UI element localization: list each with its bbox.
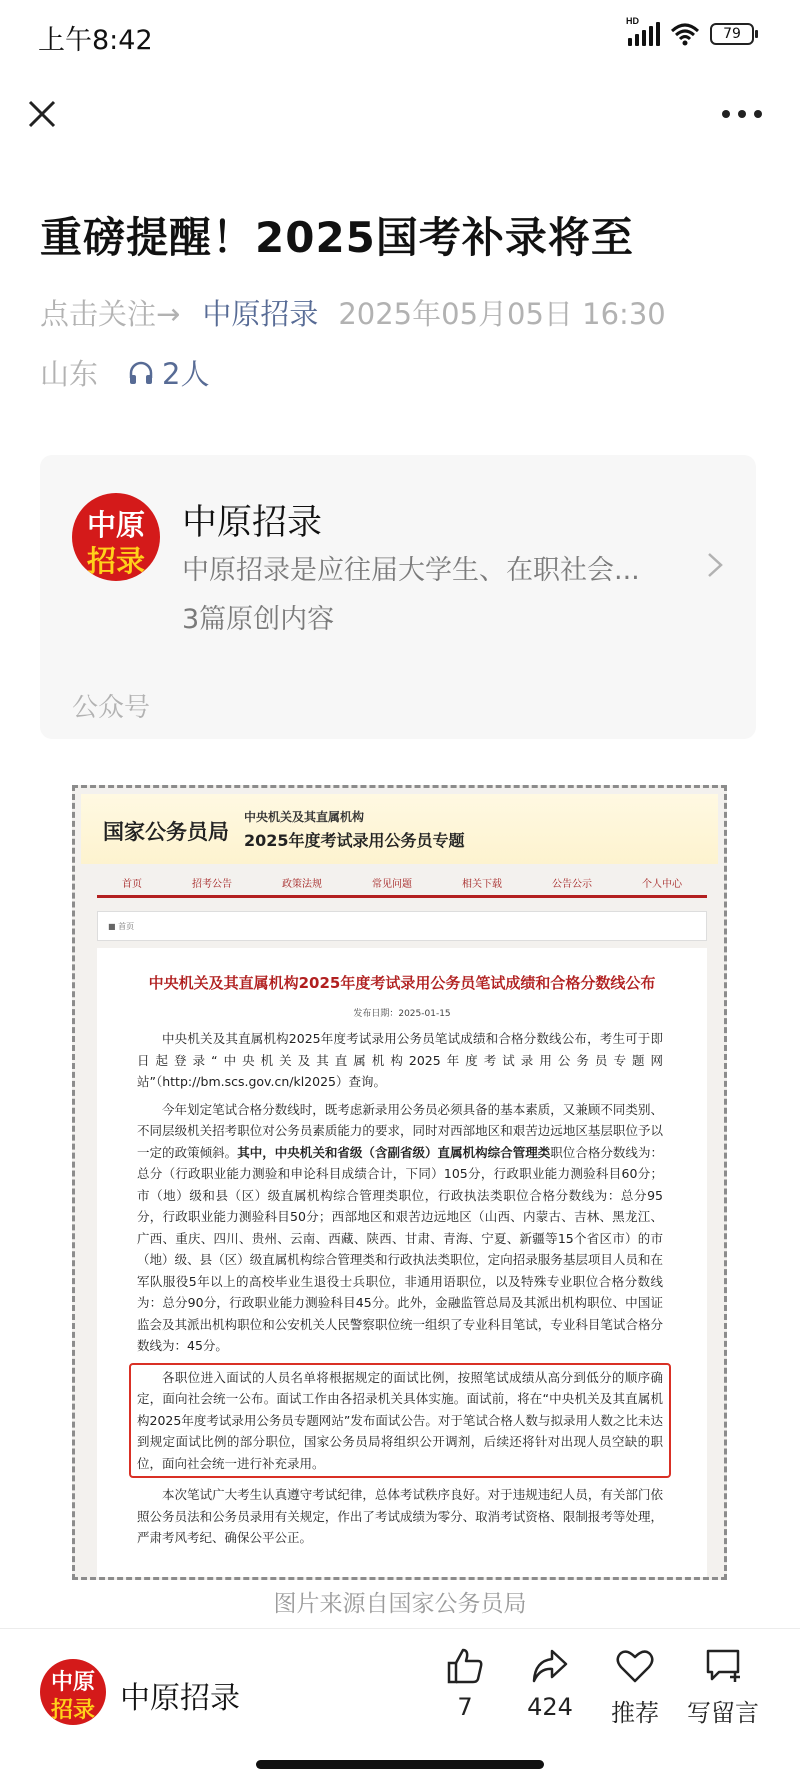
like-count: 7: [457, 1693, 473, 1721]
site-subtitle-2: 2025年度考试录用公务员专题: [244, 831, 465, 850]
account-type-label: 公众号: [72, 693, 151, 723]
listen-count-button[interactable]: [128, 352, 209, 393]
logo-text-bottom: 招录: [50, 1698, 95, 1723]
account-card-description: 中原招录是应往届大学生、在职社会...: [182, 555, 640, 586]
more-dot-icon: [738, 110, 746, 118]
status-time: 上午8:42: [38, 25, 153, 56]
account-card[interactable]: [40, 455, 756, 739]
image-caption: 图片来源自国家公务员局: [273, 1591, 527, 1617]
site-name: 国家公务员局: [103, 820, 229, 844]
more-dot-icon: [754, 110, 762, 118]
location-label: 山东: [40, 357, 99, 391]
recommend-label: 推荐: [611, 1699, 659, 1727]
site-menu-item: 政策法规: [282, 879, 322, 890]
logo-text-top: 中原: [50, 1670, 95, 1695]
breadcrumb-home: 首页: [118, 922, 135, 931]
status-bar: [0, 0, 800, 72]
nav-bar: [0, 80, 800, 152]
share-icon: [530, 1647, 570, 1685]
doc-paragraph: 本次笔试广大考生认真遵守考试纪律，总体考试秩序良好。对于违规违纪人员，有关部门依照公务员法和公务员录用有关规定，作出了考试成绩为零分、取消考试资格、限制报考等处理，严肃考风考纪、确保公平公正。: [137, 1487, 663, 1545]
site-menu-item: 相关下载: [462, 879, 502, 890]
comment-button[interactable]: [678, 1647, 768, 1728]
account-card-name: 中原招录: [182, 503, 323, 543]
doc-text: 今年划定笔试合格分数线时，既考虑新录用公务员必须具备的基本素质，又兼顾不同类别、不同层级机关招考职位对公务员素质能力的要求，同时对西部地区和艰苦边远地区基层职位予以一定的政策倾斜。: [137, 1101, 663, 1160]
logo-text-top: 中原: [86, 508, 145, 542]
highlight-box: [129, 1363, 671, 1479]
recommend-button[interactable]: [590, 1647, 680, 1728]
site-menu-item: 常见问题: [372, 879, 412, 890]
account-avatar: [72, 493, 160, 581]
more-dot-icon: [722, 110, 730, 118]
article-title: 重磅提醒！2025国考补录将至: [40, 213, 634, 262]
site-menu-item: 个人中心: [642, 879, 682, 890]
site-header: [81, 794, 718, 864]
network-type-label: HD: [626, 16, 639, 26]
share-button[interactable]: [505, 1647, 595, 1721]
battery-indicator: 79: [710, 23, 754, 45]
close-icon: [22, 94, 62, 134]
wifi-icon: [670, 22, 700, 46]
original-content-count: 3篇原创内容: [182, 604, 335, 635]
heart-icon: [615, 1647, 655, 1685]
site-subtitle-1: 中央机关及其直属机构: [244, 810, 365, 824]
site-menu: [97, 874, 707, 898]
status-icons: [626, 16, 754, 46]
thumbs-up-icon: [445, 1647, 485, 1685]
article-meta: [40, 292, 666, 333]
site-content: [97, 948, 707, 1580]
home-indicator[interactable]: [256, 1760, 544, 1769]
comment-icon: [703, 1647, 743, 1685]
listen-count: 2人: [162, 357, 210, 391]
doc-text-bold: 其中，中央机关和省级（含副省级）直属机构综合管理类: [237, 1144, 551, 1160]
article-meta-2: [40, 352, 209, 393]
site-breadcrumb: ■ 首页: [97, 911, 707, 941]
site-menu-item: 公告公示: [552, 879, 592, 890]
doc-title: 中央机关及其直属机构2025年度考试录用公务员笔试成绩和合格分数线公布: [148, 974, 656, 992]
share-count: 424: [527, 1693, 573, 1721]
bottom-account-avatar[interactable]: [40, 1659, 106, 1725]
account-name-link[interactable]: 中原招录: [202, 297, 319, 331]
site-menu-item: 招考公告: [192, 879, 232, 890]
doc-date: 发布日期：2025-01-15: [353, 1009, 451, 1019]
close-button[interactable]: [22, 94, 62, 134]
doc-paragraph-highlighted: 各职位进入面试的人员名单将根据规定的面试比例，按照笔试成绩从高分到低分的顺序确定，面向社会统一公布。面试工作由各招录机关具体实施。面试前，将在“中央机关及其直属机构2025年度考试录用公务员专题网站”发布面试公告。对于笔试合格人数与拟录用人数之比未达到规定面试比例的部分职位，国家公务员局将组织公开调剂，后续还将针对出现人员空缺的职位，面向社会统一进行补充录用。: [137, 1369, 663, 1471]
logo-text-bottom: 招录: [86, 544, 145, 578]
doc-body: [137, 1028, 663, 1555]
bottom-account-name[interactable]: 中原招录: [120, 1681, 240, 1716]
like-button[interactable]: [420, 1647, 510, 1721]
follow-hint[interactable]: 点击关注→: [40, 297, 181, 331]
headphones-icon: [128, 360, 154, 386]
chevron-right-icon: [704, 550, 726, 580]
publish-datetime: 2025年05月05日 16:30: [338, 297, 666, 331]
more-options-button[interactable]: [722, 102, 762, 126]
signal-icon: [626, 16, 660, 46]
site-menu-item: 首页: [122, 879, 142, 890]
article-image[interactable]: [72, 785, 727, 1580]
comment-label: 写留言: [687, 1699, 759, 1727]
doc-paragraph: [137, 1099, 663, 1357]
bottom-toolbar: [0, 1628, 800, 1778]
doc-text: 职位合格分数线为：总分（行政职业能力测验和申论科目成绩合计，下同）105分，行政职业能力测验科目60分；市（地）级和县（区）级直属机构综合管理类职位，行政执法类职位合格分数线为：总分95分，行政职业能力测验科目50分；西部地区和艰苦边远地区（山西、内蒙古、吉林、黑龙江、广西、重庆、四川、贵州、云南、西藏、陕西、甘肃、青海、宁夏、新疆等15个省区市）的市（地）级、县（区）级直属机构综合管理类和行政执法类职位，定向招录服务基层项目人员和在军队服役5年以上的高校毕业生退役士兵职位，非通用语职位，以及特殊专业职位合格分数线为：总分90分，行政职业能力测验科目45分。此外，金融监管总局及其派出机构职位、中国证监会及其派出机构职位和公安机关人民警察职位统一组织了专业科目笔试，专业科目笔试合格分数线为：45分。: [137, 1144, 663, 1353]
doc-paragraph: 中央机关及其直属机构2025年度考试录用公务员笔试成绩和合格分数线公布，考生可于即日起登录“中央机关及其直属机构2025年度考试录用公务员专题网站”（http://bm.scs.gov.cn/kl2025）查询。: [137, 1031, 663, 1089]
